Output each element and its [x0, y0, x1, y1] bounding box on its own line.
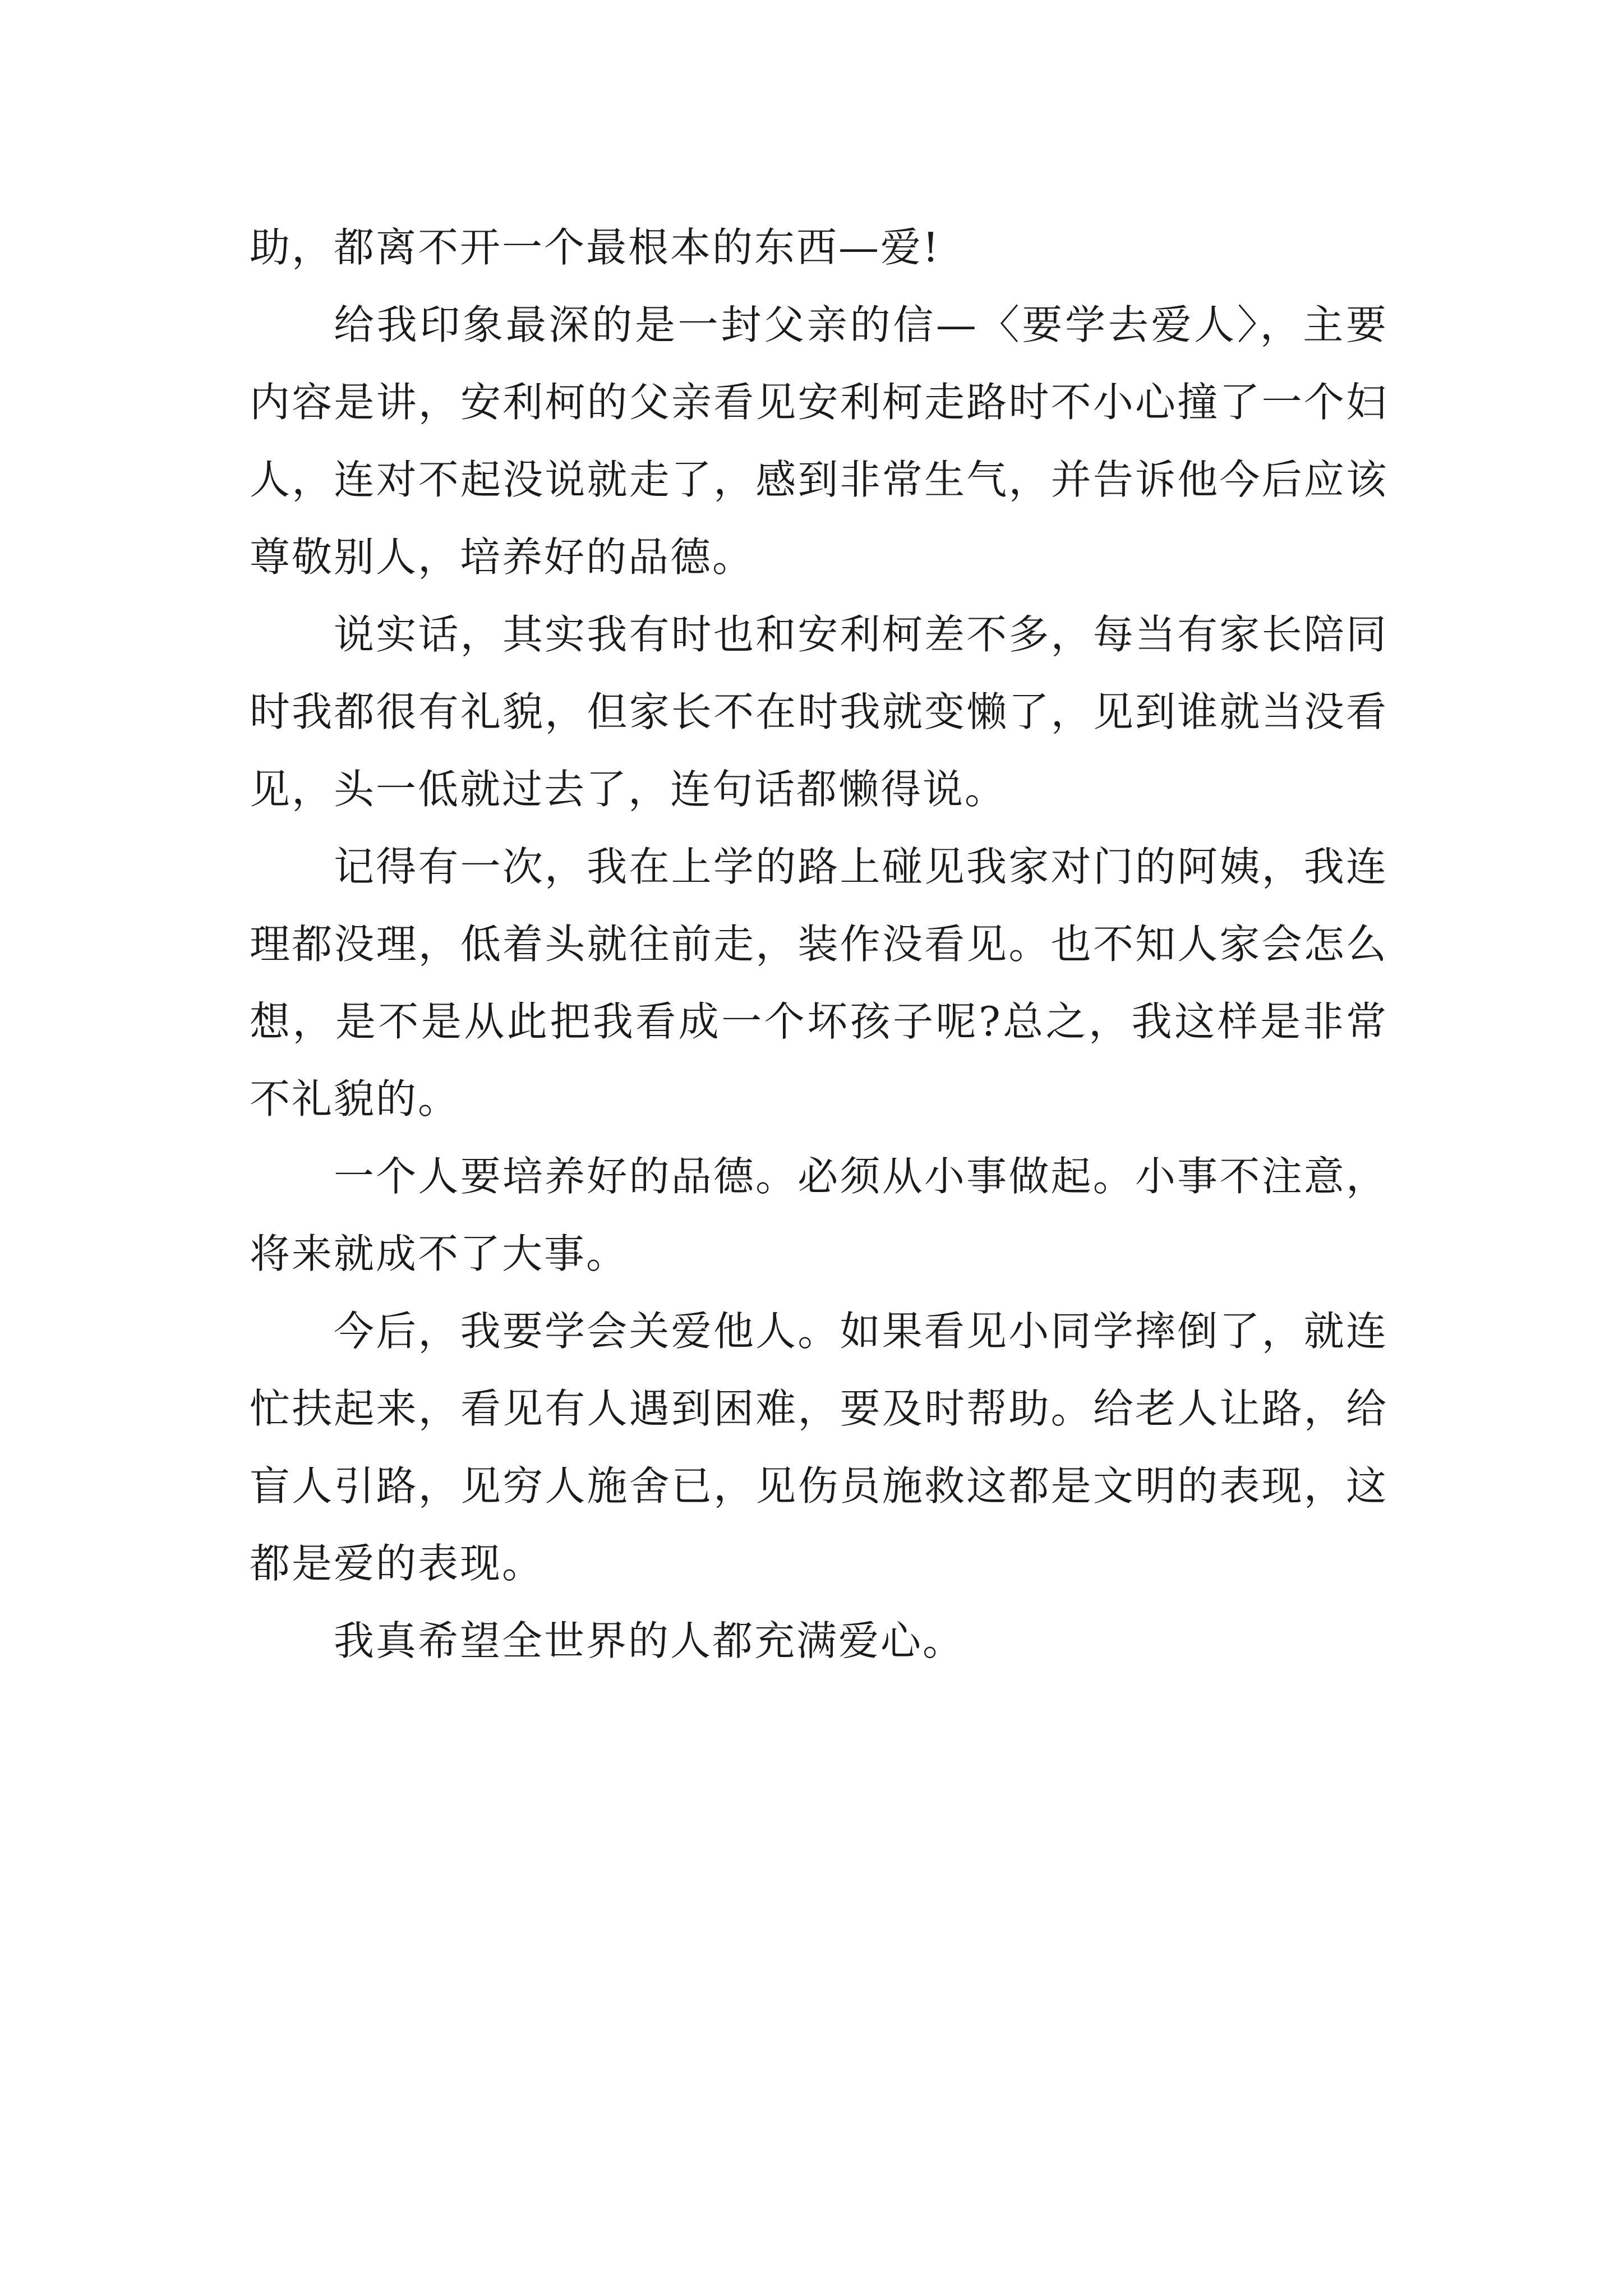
paragraph-6: 今后，我要学会关爱他人。如果看见小同学摔倒了，就连忙扶起来，看见有人遇到困难，要及时帮助。给老人让路，给盲人引路，见穷人施舍已，见伤员施救这都是文明的表现，这都是爱的表现。	[250, 1308, 1388, 1587]
paragraph-3: 说实话，其实我有时也和安利柯差不多，每当有家长陪同时我都很有礼貌，但家长不在时我就变懒了，见到谁就当没看见，头一低就过去了，连句话都懒得说。	[250, 611, 1388, 813]
paragraph-5: 一个人要培养好的品德。必须从小事做起。小事不注意，将来就成不了大事。	[250, 1153, 1388, 1277]
paragraph-1: 助，都离不开一个最根本的东西—爱!	[250, 224, 940, 271]
document-body	[250, 209, 1388, 1680]
paragraph-7: 我真希望全世界的人都充满爱心。	[334, 1617, 965, 1664]
paragraph-4: 记得有一次，我在上学的路上碰见我家对门的阿姨，我连理都没理，低着头就往前走，装作没看见。也不知人家会怎么想，是不是从此把我看成一个坏孩子呢?总之，我这样是非常不礼貌的。	[250, 843, 1388, 1122]
paragraph-2: 给我印象最深的是一封父亲的信—〈要学去爱人〉，主要内容是讲，安利柯的父亲看见安利柯走路时不小心撞了一个妇人，连对不起没说就走了，感到非常生气，并告诉他今后应该尊敬别人，培养好的品德。	[250, 301, 1388, 581]
